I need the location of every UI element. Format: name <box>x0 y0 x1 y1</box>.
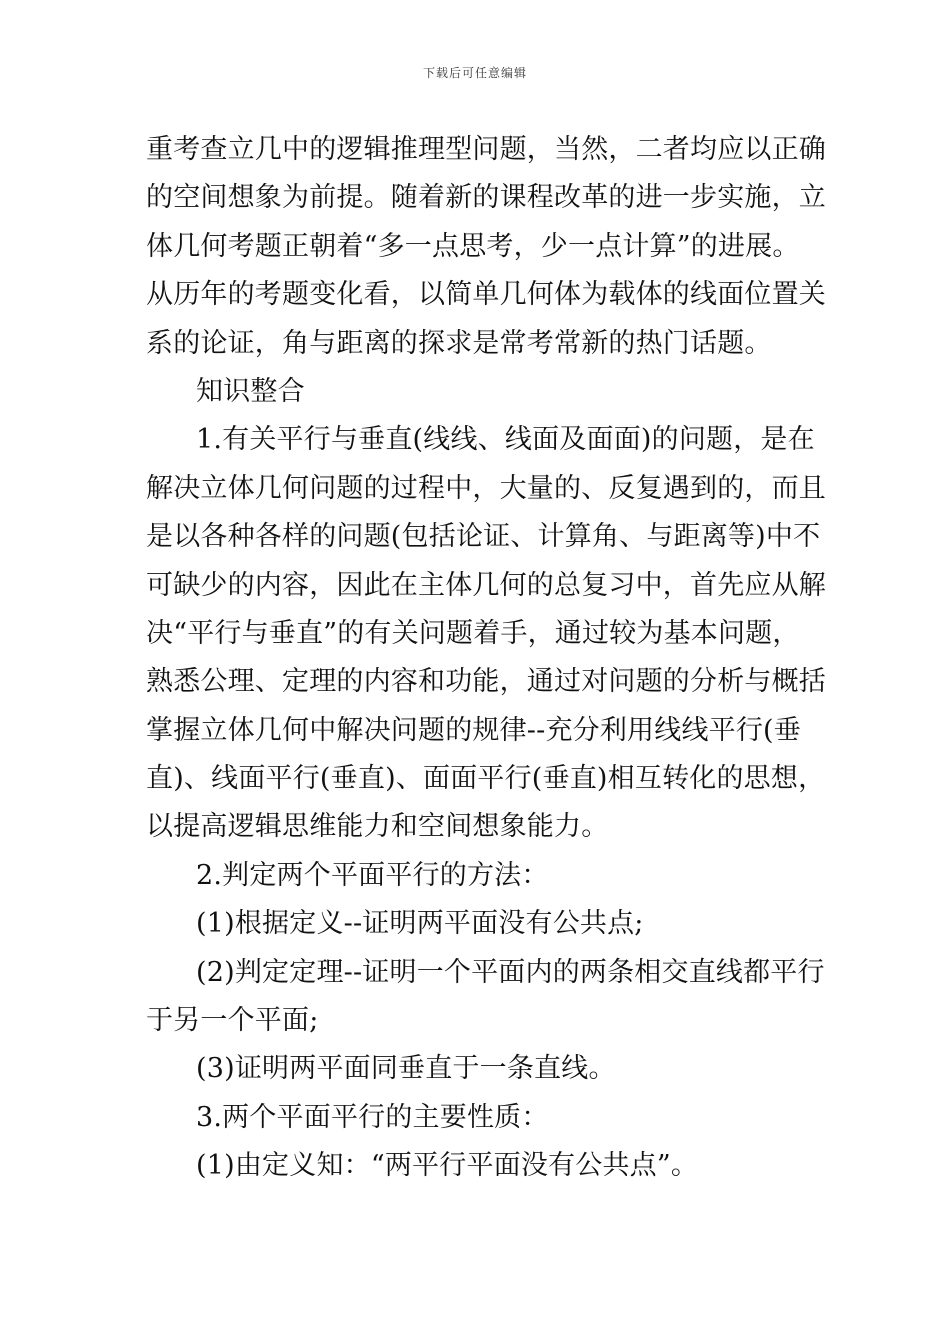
text-line: 系的论证，角与距离的探求是常考常新的热门话题。 <box>146 327 772 359</box>
text-line: (2)判定定理--证明一个平面内的两条相交直线都平行 <box>196 956 825 988</box>
text-line: 解决立体几何问题的过程中，大量的、反复遇到的，而且 <box>146 472 826 504</box>
page-header: 下载后可任意编辑 <box>422 66 527 80</box>
text-line: 于另一个平面; <box>146 1005 319 1037</box>
text-line: 以提高逻辑思维能力和空间想象能力。 <box>146 811 609 843</box>
text-line: (3)证明两平面同垂直于一条直线。 <box>196 1053 616 1085</box>
text-line: 3.两个平面平行的主要性质： <box>196 1101 549 1133</box>
text-line: 体几何考题正朝着“多一点思考，少一点计算”的进展。 <box>146 230 800 262</box>
text-line: 2.判定两个平面平行的方法： <box>196 859 549 891</box>
text-line: 的空间想象为前提。随着新的课程改革的进一步实施，立 <box>146 182 826 214</box>
text-line: 从历年的考题变化看，以简单几何体为载体的线面位置关 <box>146 279 826 311</box>
text-line: (1)由定义知：“两平行平面没有公共点”。 <box>196 1150 699 1182</box>
section-heading: 知识整合 <box>196 375 305 407</box>
text-line: (1)根据定义--证明两平面没有公共点; <box>196 908 644 940</box>
text-line: 决“平行与垂直”的有关问题着手，通过较为基本问题， <box>146 617 800 649</box>
document-body <box>146 126 826 1191</box>
text-line: 掌握立体几何中解决问题的规律--充分利用线线平行(垂 <box>146 714 801 746</box>
text-line: 直)、线面平行(垂直)、面面平行(垂直)相互转化的思想， <box>146 763 826 795</box>
text-line: 熟悉公理、定理的内容和功能，通过对问题的分析与概括 <box>146 666 826 698</box>
text-line: 可缺少的内容，因此在主体几何的总复习中，首先应从解 <box>146 569 826 601</box>
text-line: 是以各种各样的问题(包括论证、计算角、与距离等)中不 <box>146 521 821 553</box>
text-line: 重考查立几中的逻辑推理型问题，当然，二者均应以正确 <box>146 134 826 165</box>
text-line: 1.有关平行与垂直(线线、线面及面面)的问题，是在 <box>196 424 815 456</box>
